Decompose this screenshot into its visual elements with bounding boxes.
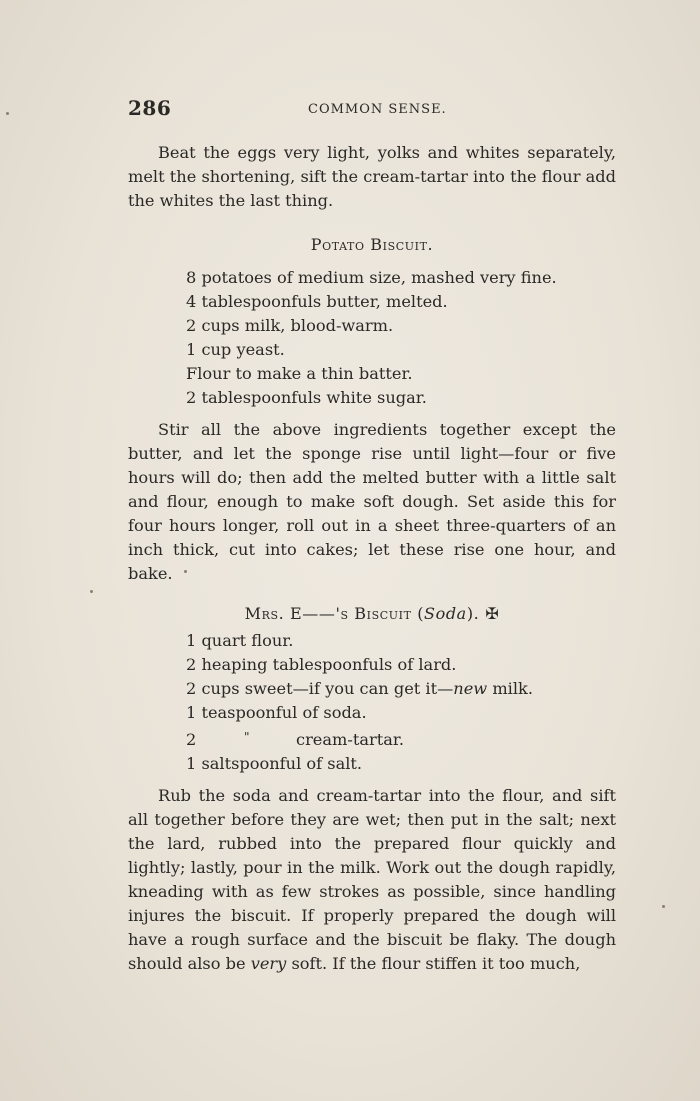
ingredient-item: 1 saltspoonful of salt. <box>186 754 363 773</box>
paper-speck <box>662 905 665 908</box>
ingredient-item: 2 tablespoonfuls white sugar. <box>186 388 427 407</box>
ingredient-text: cream-tartar. <box>296 730 405 749</box>
maltese-cross-icon: ✠ <box>485 604 500 623</box>
soda-method-paragraph <box>128 784 616 976</box>
ingredient-item: 2 cups milk, blood-warm. <box>186 316 394 335</box>
ditto-mark: " <box>244 730 250 744</box>
ingredient-text: 2 cups sweet—if you can get it— <box>186 679 454 698</box>
ingredient-item: 1 quart flour. <box>186 631 294 650</box>
soda-title-italic: Soda <box>424 604 467 623</box>
soda-title-end: ). <box>466 604 480 623</box>
ingredient-item: 1 teaspoonful of soda. <box>186 703 367 722</box>
ingredient-item: 8 potatoes of medium size, mashed very fine. <box>186 268 557 287</box>
soda-method-italic: very <box>250 954 287 973</box>
ingredient-italic: new <box>453 679 488 698</box>
potato-biscuit-title <box>128 235 616 254</box>
soda-method-text-end: soft. If the flour stiffen it too much, <box>286 954 581 973</box>
running-head: COMMON SENSE. <box>308 102 447 117</box>
page-header <box>128 96 616 126</box>
potato-biscuit-ingredients <box>186 266 616 410</box>
soda-title-part: Mrs. E——'s Biscuit ( <box>244 604 425 623</box>
intro-paragraph: Beat the eggs very light, yolks and whites separately, melt the shortening, sift the cream-tartar into the flour add the whites the last thing. <box>128 143 616 210</box>
ingredient-item: 1 cup yeast. <box>186 340 285 359</box>
ingredient-item: Flour to make a thin batter. <box>186 364 413 383</box>
ingredient-item <box>186 677 616 701</box>
page-content <box>128 96 616 976</box>
ingredient-text-end: milk. <box>487 679 533 698</box>
ingredient-quantity: 2 <box>186 730 197 749</box>
ingredient-item <box>186 725 616 752</box>
soda-biscuit-title <box>128 604 616 623</box>
potato-method-paragraph: Stir all the above ingredients together except the butter, and let the sponge rise until light—four or five hours will do; then add the melted butter with a little salt and flour, enough to make soft dough. Set aside this for four hours longer, roll out in a sheet three-quarters of an inch thick, cut into cakes; let these rise one hour, and bake. <box>128 420 616 583</box>
soda-biscuit-ingredients <box>186 629 616 776</box>
ingredient-item: 2 heaping tablespoonfuls of lard. <box>186 655 457 674</box>
page-number: 286 <box>128 96 172 120</box>
paper-speck <box>6 112 9 115</box>
soda-method-text: Rub the soda and cream-tartar into the flour, and sift all together before they are wet; then put in the salt; next the lard, rubbed into the prepared flour quickly and lightly; lastly, pour in the milk. Work out the dough rapidly, kneading with as few strokes as possible, since handling injures the biscuit. If properly prepared the dough will have a rough surface and the biscuit be flaky. The dough should also be <box>128 786 616 973</box>
ingredient-item: 4 tablespoonfuls butter, melted. <box>186 292 448 311</box>
potato-biscuit-title-text: Potato Biscuit. <box>310 235 434 254</box>
paper-speck <box>90 590 93 593</box>
